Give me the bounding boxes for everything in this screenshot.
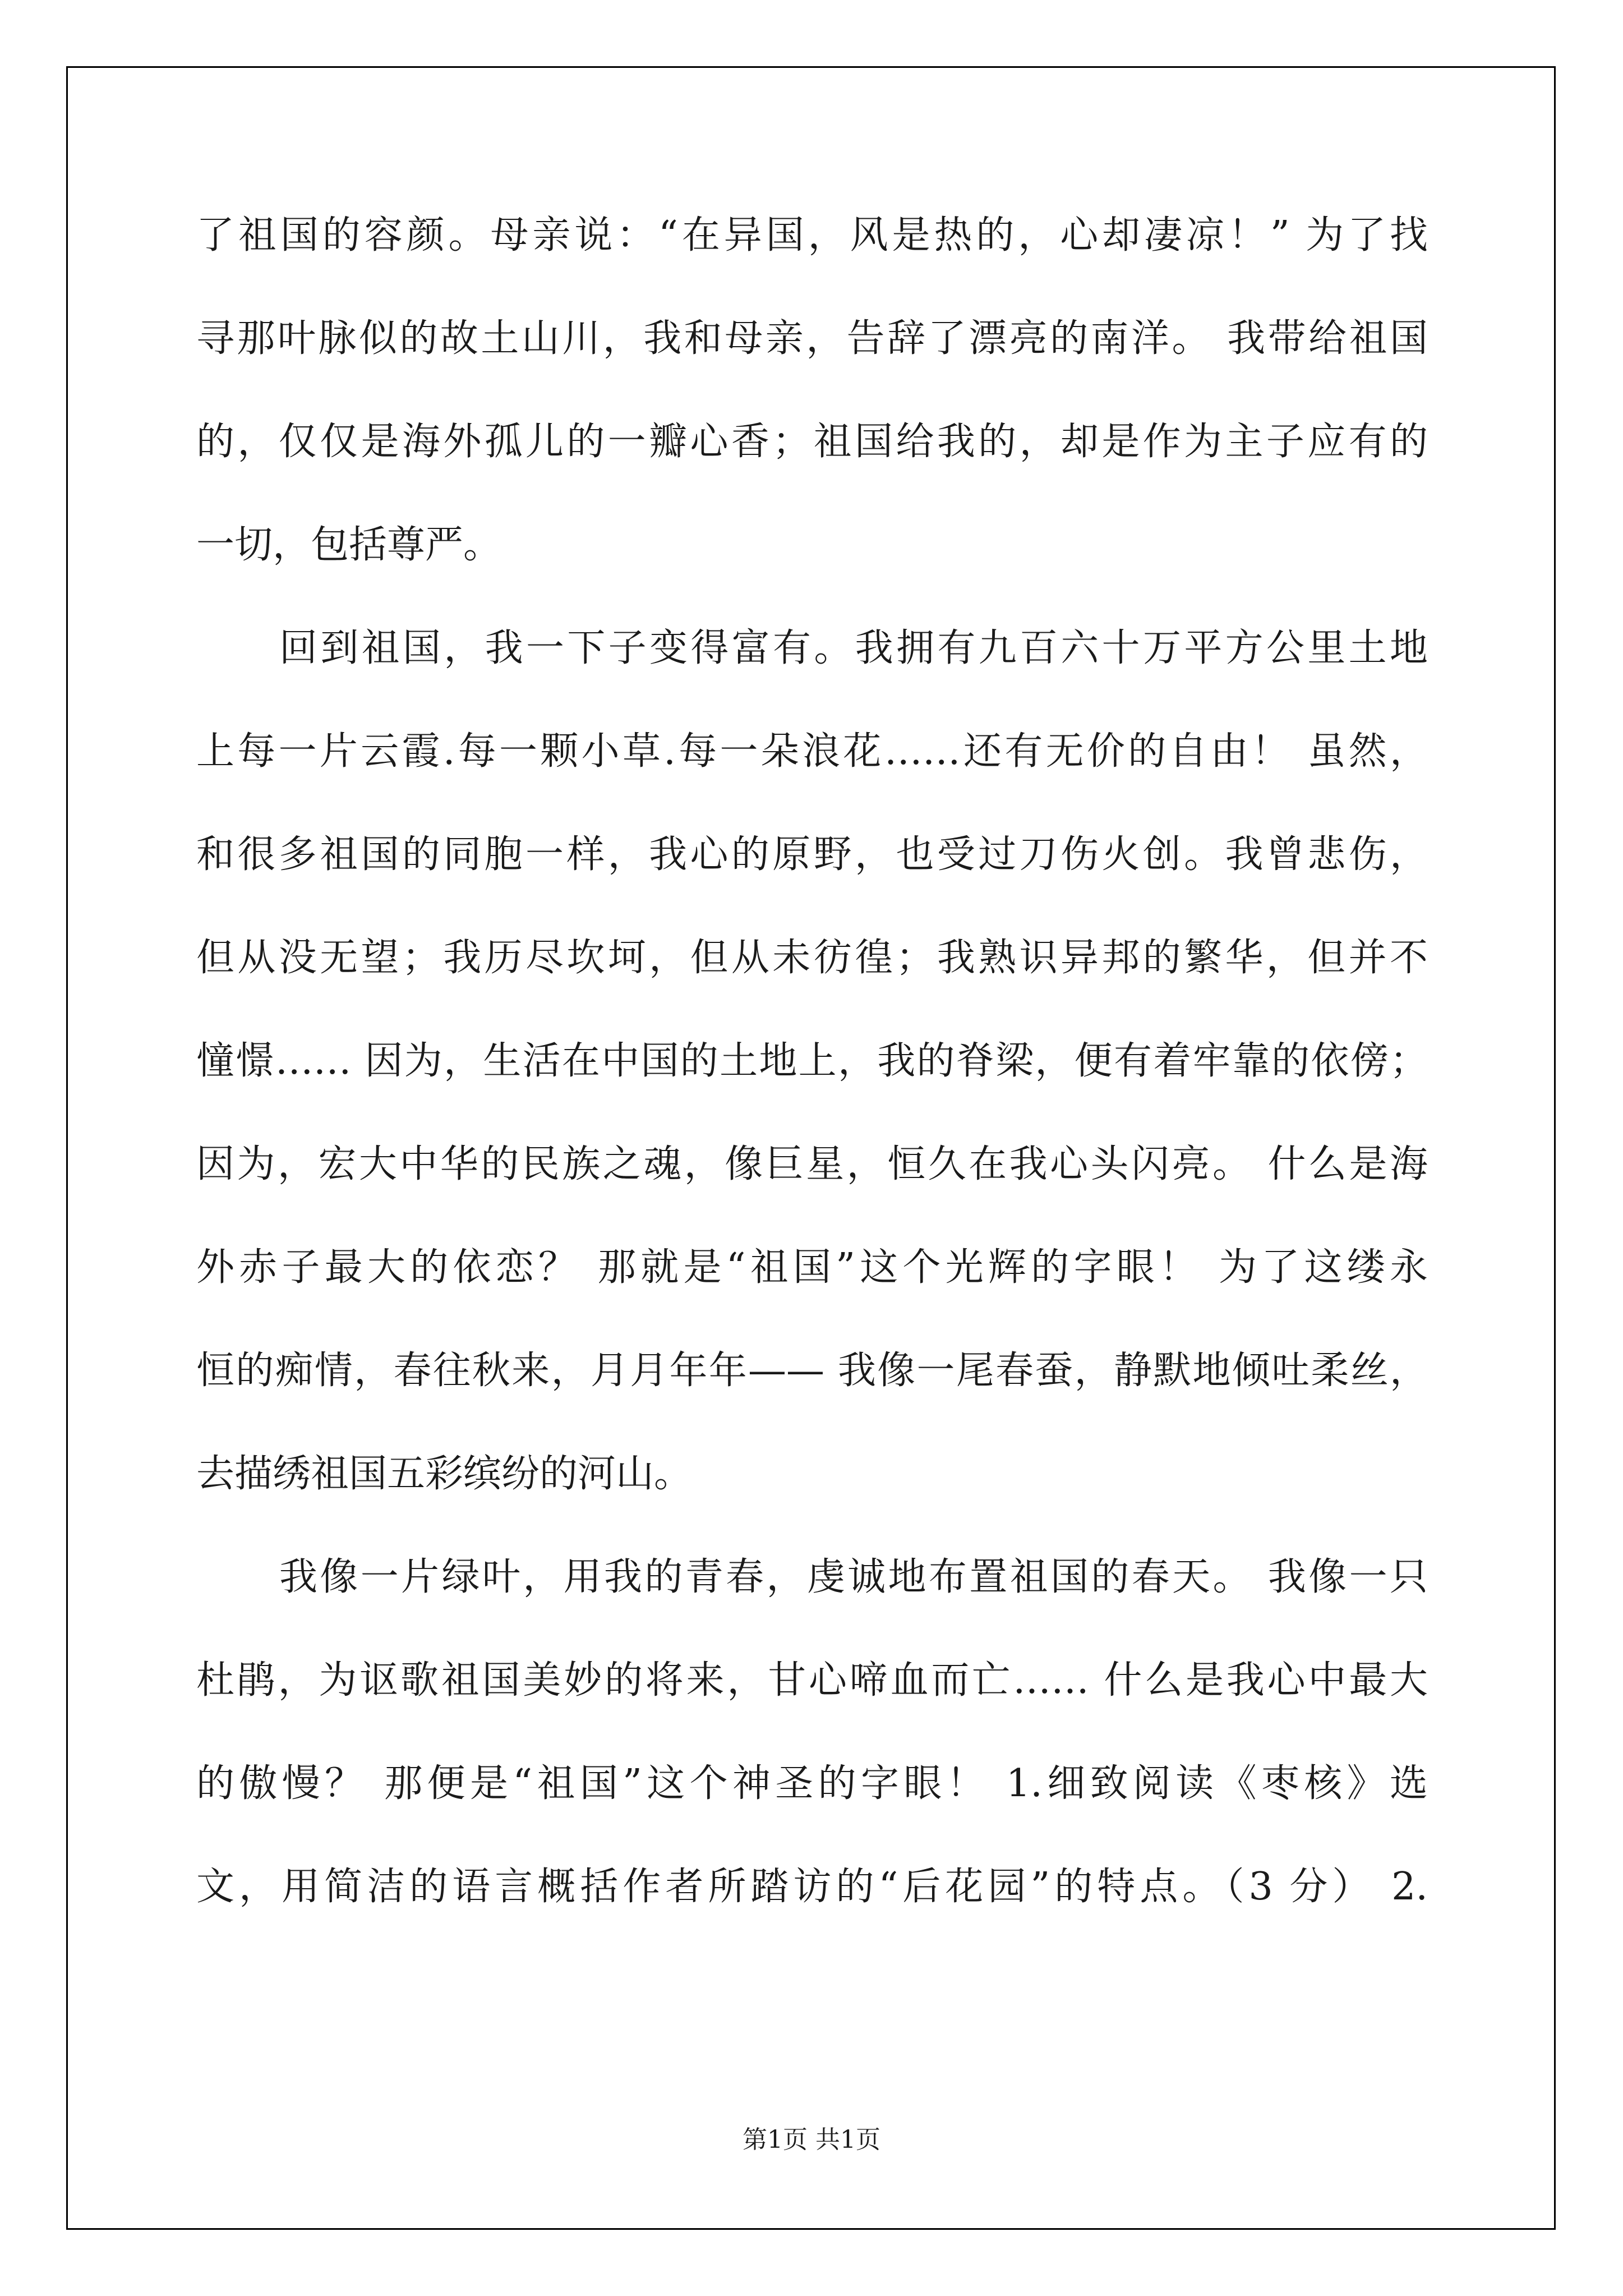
paragraph-start-line: 回到祖国，我一下子变得富有。我拥有九百六十万平方公里土地 bbox=[279, 626, 1428, 670]
text-line: 寻那叶脉似的故土山川，我和母亲，告辞了漂亮的南洋。 我带给祖国 bbox=[196, 316, 1428, 361]
text-line: 憧憬…… 因为，生活在中国的土地上，我的脊梁，便有着牢靠的依傍； bbox=[196, 1039, 1428, 1083]
text-line: 去描绣祖国五彩缤纷的河山。 bbox=[196, 1452, 693, 1496]
text-line: 一切，包括尊严。 bbox=[196, 523, 502, 567]
text-line: 文，用简洁的语言概括作者所踏访的“后花园”的特点。（3 分） 2. bbox=[196, 1865, 1428, 1909]
text-line: 恒的痴情，春往秋来，月月年年—— 我像一尾春蚕，静默地倾吐柔丝， bbox=[196, 1349, 1428, 1393]
text-line: 但从没无望；我历尽坎坷，但从未彷徨；我熟识异邦的繁华，但并不 bbox=[196, 936, 1428, 980]
text-line: 外赤子最大的依恋？ 那就是“祖国”这个光辉的字眼！ 为了这缕永 bbox=[196, 1245, 1428, 1290]
text-line: 上每一片云霞.每一颗小草.每一朵浪花……还有无价的自由！ 虽然， bbox=[196, 729, 1428, 774]
page-footer: 第1页 共1页 bbox=[743, 2125, 880, 2154]
text-line: 的傲慢？ 那便是“祖国”这个神圣的字眼！ 1.细致阅读《枣核》选 bbox=[196, 1761, 1428, 1806]
paragraph-start-line: 我像一片绿叶，用我的青春，虔诚地布置祖国的春天。 我像一只 bbox=[279, 1555, 1428, 1599]
text-line: 的，仅仅是海外孤儿的一瓣心香；祖国给我的，却是作为主子应有的 bbox=[196, 420, 1428, 464]
text-line: 了祖国的容颜。母亲说：“在异国，风是热的，心却凄凉！” 为了找 bbox=[196, 213, 1428, 257]
text-line: 因为，宏大中华的民族之魂，像巨星，恒久在我心头闪亮。 什么是海 bbox=[196, 1142, 1428, 1186]
text-line: 和很多祖国的同胞一样，我心的原野，也受过刀伤火创。我曾悲伤， bbox=[196, 832, 1428, 877]
text-line: 杜鹃，为讴歌祖国美妙的将来，甘心啼血而亡…… 什么是我心中最大 bbox=[196, 1658, 1428, 1703]
